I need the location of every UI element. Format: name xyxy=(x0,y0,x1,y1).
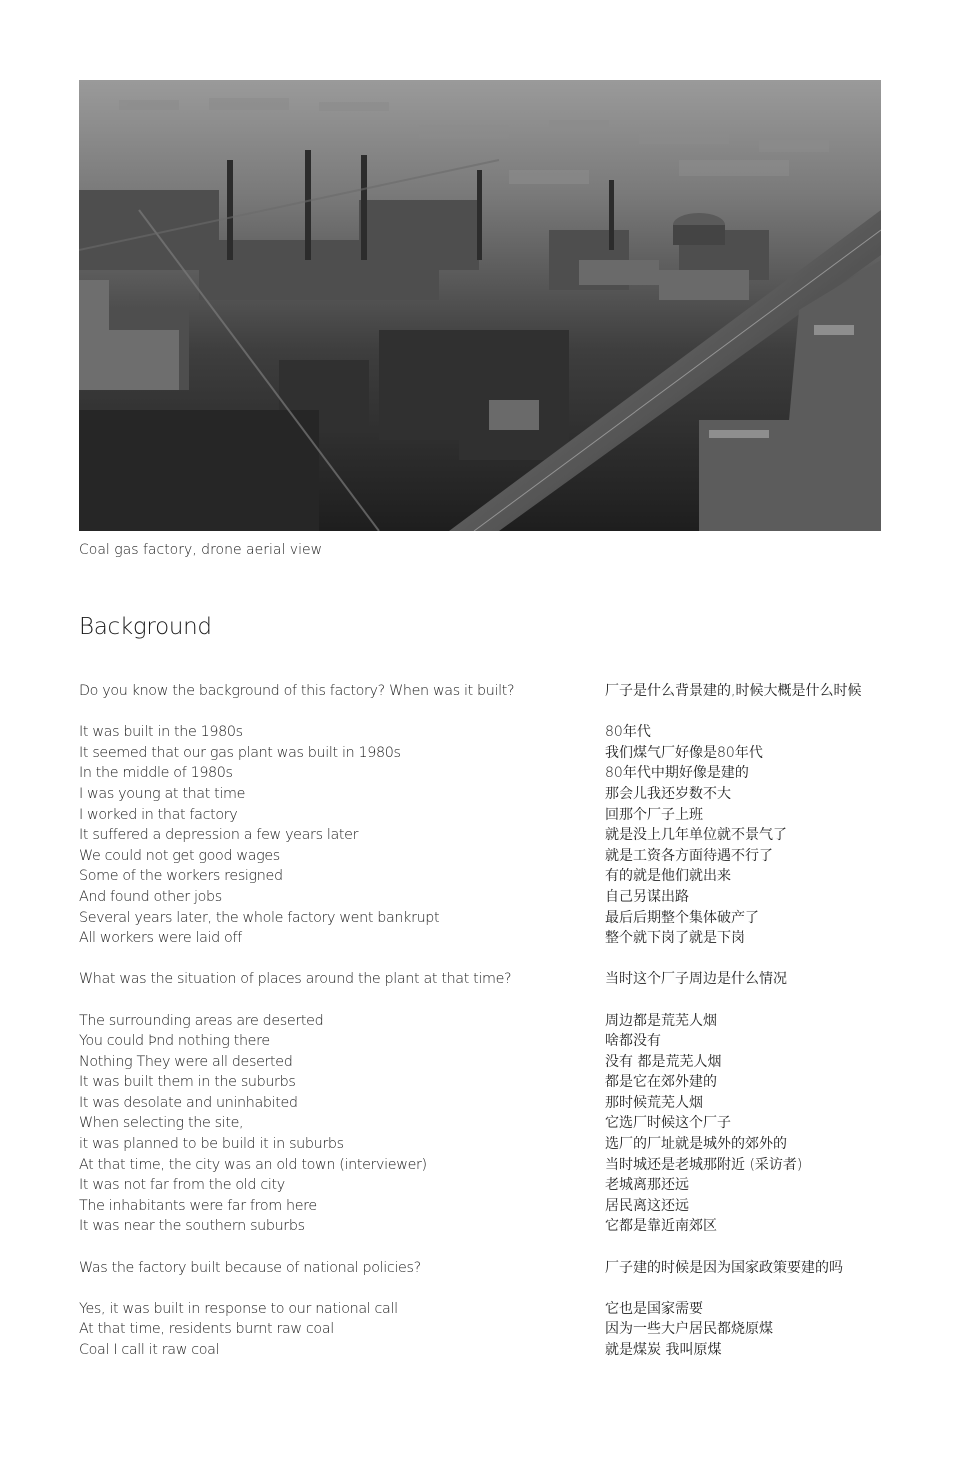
transcript-line: 厂子是什么背景建的,时候大概是什么时候 xyxy=(605,683,862,699)
paragraph-gap xyxy=(79,990,579,1011)
transcript-line: 它选厂时候这个厂子 xyxy=(605,1115,731,1132)
paragraph-gap xyxy=(605,949,935,970)
transcript-line: Do you know the background of this factory? When was it built? xyxy=(79,683,515,699)
transcript-line: It was near the southern suburbs xyxy=(79,1218,305,1235)
transcript-line: Some of the workers resigned xyxy=(79,868,283,885)
transcript-line: We could not get good wages xyxy=(79,847,280,864)
transcript-line: 就是没上几年单位就不景气了 xyxy=(605,827,787,844)
transcript-line: 选厂的厂址就是城外的郊外的 xyxy=(605,1136,787,1153)
transcript-line: 当时城还是老城那附近 (采访者) xyxy=(605,1156,803,1173)
transcript-line: 居民离这还远 xyxy=(605,1197,689,1214)
transcript-line: 整个就下岗了就是下岗 xyxy=(605,930,745,947)
paragraph-gap xyxy=(605,1278,935,1299)
transcript-line: 老城离那还远 xyxy=(605,1177,689,1194)
transcript-line: Several years later, the whole factory went bankrupt xyxy=(79,909,440,926)
transcript-line: And found other jobs xyxy=(79,888,222,905)
transcript-line: 80年代中期好像是建的 xyxy=(605,765,749,782)
transcript-line: Yes, it was built in response to our national call xyxy=(79,1300,398,1317)
paragraph-gap xyxy=(605,702,935,723)
paragraph-gap xyxy=(605,1237,935,1258)
transcript-line: Nothing They were all deserted xyxy=(79,1053,293,1070)
transcript-line: All workers were laid off xyxy=(79,930,242,947)
chinese-transcript xyxy=(605,681,935,1361)
transcript-line: When selecting the site, xyxy=(79,1115,244,1132)
transcript-line: it was planned to be build it in suburbs xyxy=(79,1136,344,1153)
transcript-line: It was not far from the old city xyxy=(79,1177,285,1194)
transcript-line: It was desolate and uninhabited xyxy=(79,1094,298,1111)
transcript-line: 都是它在郊外建的 xyxy=(605,1074,717,1091)
transcript-line: 有的就是他们就出来 xyxy=(605,868,731,885)
transcript-line: Was the factory built because of national policies? xyxy=(79,1259,421,1276)
transcript-line: 就是工资各方面待遇不行了 xyxy=(605,847,773,864)
paragraph-gap xyxy=(79,702,579,723)
transcript-line: 回那个厂子上班 xyxy=(605,806,703,823)
transcript-line: 啥都没有 xyxy=(605,1033,661,1050)
transcript-line: 80年代 xyxy=(605,724,651,741)
transcript-line: At that time, residents burnt raw coal xyxy=(79,1321,334,1338)
english-transcript xyxy=(79,681,579,1361)
transcript-line: It was built them in the suburbs xyxy=(79,1074,296,1091)
transcript-line: 自己另谋出路 xyxy=(605,888,689,905)
transcript-line: 最后后期整个集体破产了 xyxy=(605,909,759,926)
paragraph-gap xyxy=(79,1237,579,1258)
transcript-line: 没有 都是荒芜人烟 xyxy=(605,1053,722,1070)
transcript-line: I was young at that time xyxy=(79,785,246,802)
transcript-line: 那时候荒芜人烟 xyxy=(605,1094,703,1111)
transcript-line: I worked in that factory xyxy=(79,806,238,823)
paragraph-gap xyxy=(605,990,935,1011)
paragraph-gap xyxy=(79,949,579,970)
transcript-line: 因为一些大户居民都烧原煤 xyxy=(605,1321,773,1338)
transcript-line: It seemed that our gas plant was built in 1980s xyxy=(79,744,401,761)
transcript-line: In the middle of 1980s xyxy=(79,765,233,782)
figure-caption: Coal gas factory, drone aerial view xyxy=(79,542,323,558)
transcript-line: At that time, the city was an old town (interviewer) xyxy=(79,1156,427,1173)
section-title: Background xyxy=(79,614,212,640)
transcript-line: The inhabitants were far from here xyxy=(79,1197,317,1214)
transcript-line: You could Þnd nothing there xyxy=(79,1033,270,1050)
transcript-line: 当时这个厂子周边是什么情况 xyxy=(605,971,787,988)
transcript-line: It suffered a depression a few years later xyxy=(79,827,359,844)
transcript-line: 它都是靠近南郊区 xyxy=(605,1218,717,1235)
transcript-line: 周边都是荒芜人烟 xyxy=(605,1012,717,1029)
transcript-line: It was built in the 1980s xyxy=(79,724,243,741)
transcript-line: 它也是国家需要 xyxy=(605,1300,703,1317)
transcript-line: 厂子建的时候是因为国家政策要建的吗 xyxy=(605,1259,843,1276)
factory-aerial-photo xyxy=(79,80,881,531)
transcript-line: What was the situation of places around the plant at that time? xyxy=(79,971,512,988)
paragraph-gap xyxy=(79,1278,579,1299)
transcript-line: The surrounding areas are deserted xyxy=(79,1012,324,1029)
transcript-line: 我们煤气厂好像是80年代 xyxy=(605,744,763,761)
transcript-line: 就是煤炭 我叫原煤 xyxy=(605,1342,722,1358)
transcript-line: Coal I call it raw coal xyxy=(79,1342,220,1358)
transcript-line: 那会儿我还岁数不大 xyxy=(605,785,731,802)
